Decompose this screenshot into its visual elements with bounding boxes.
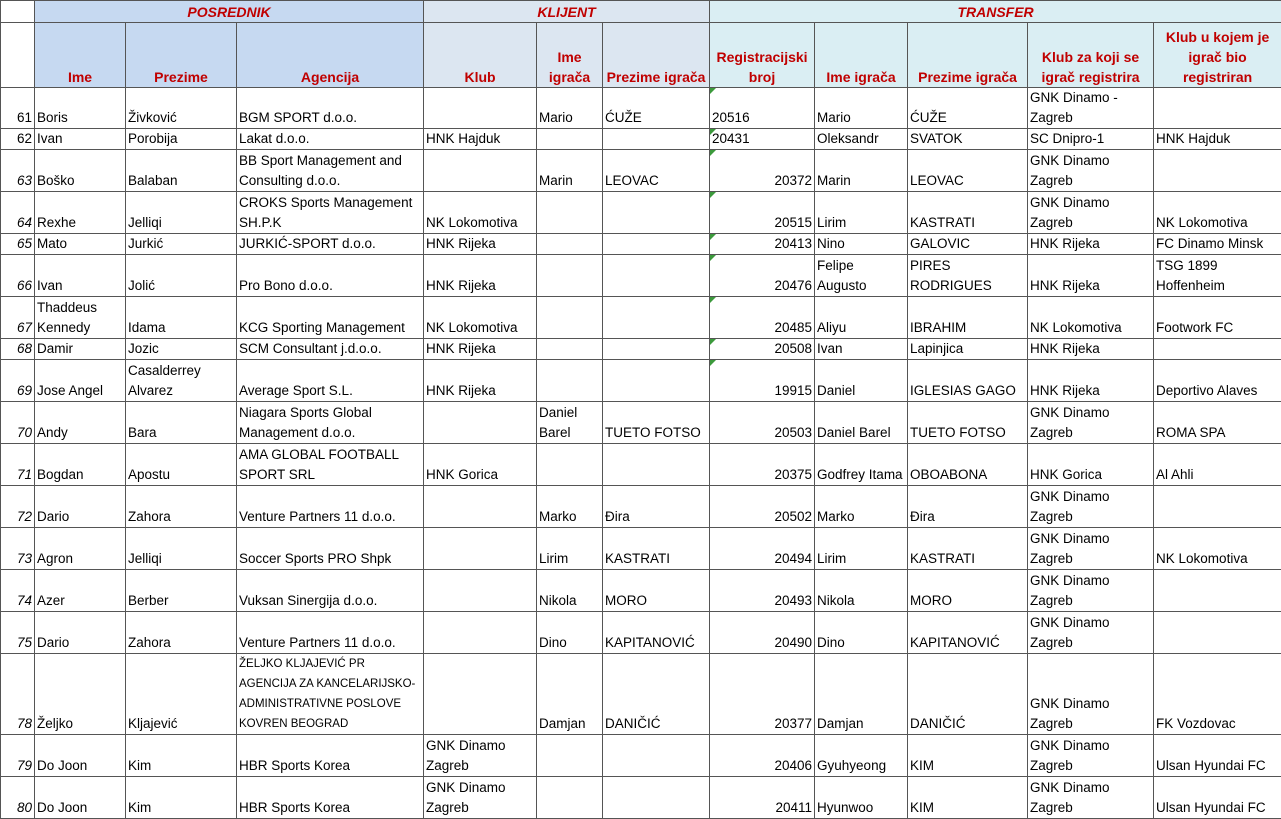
cell-transfer-ime-igraca[interactable]: Ivan (815, 339, 908, 360)
cell-klub-u-kojem[interactable]: Al Ahli (1154, 444, 1281, 486)
cell-klijent-prezime-igraca[interactable] (603, 777, 710, 819)
cell-registracijski-broj[interactable]: 20485 (710, 297, 815, 339)
cell-transfer-prezime-igraca[interactable]: TUETO FOTSO (908, 402, 1028, 444)
row-number-cell[interactable]: 62 (1, 129, 35, 150)
cell-ime[interactable]: Bogdan (35, 444, 126, 486)
cell-klub-za-koji[interactable]: HNK Gorica (1028, 444, 1154, 486)
cell-prezime[interactable]: Berber (126, 570, 237, 612)
cell-klijent-prezime-igraca[interactable] (603, 297, 710, 339)
table-row (1, 528, 1281, 570)
cell-klub[interactable] (424, 402, 537, 444)
cell-klub[interactable] (424, 528, 537, 570)
cell-registracijski-broj[interactable]: 20476 (710, 255, 815, 297)
cell-transfer-ime-igraca[interactable]: Nikola (815, 570, 908, 612)
cell-transfer-prezime-igraca[interactable]: SVATOK (908, 129, 1028, 150)
cell-klijent-prezime-igraca[interactable]: LEOVAC (603, 150, 710, 192)
cell-klijent-ime-igraca[interactable]: Dino (537, 612, 603, 654)
cell-registracijski-broj[interactable]: 20375 (710, 444, 815, 486)
cell-transfer-ime-igraca[interactable]: Mario (815, 88, 908, 129)
cell-klijent-prezime-igraca[interactable] (603, 255, 710, 297)
cell-registracijski-broj[interactable]: 19915 (710, 360, 815, 402)
cell-klub[interactable]: GNK Dinamo Zagreb (424, 735, 537, 777)
cell-ime[interactable]: Boris (35, 88, 126, 129)
cell-ime[interactable]: Boško (35, 150, 126, 192)
cell-registracijski-broj[interactable]: 20406 (710, 735, 815, 777)
cell-klub[interactable] (424, 88, 537, 129)
row-number-cell[interactable]: 74 (1, 570, 35, 612)
header-transfer-prezime-igraca[interactable]: Prezime igrača (908, 23, 1028, 88)
row-number-cell[interactable]: 75 (1, 612, 35, 654)
cell-klijent-prezime-igraca[interactable]: DANIČIĆ (603, 654, 710, 735)
cell-klub-u-kojem[interactable] (1154, 486, 1281, 528)
cell-agencija[interactable]: Vuksan Sinergija d.o.o. (237, 570, 424, 612)
cell-klub[interactable] (424, 612, 537, 654)
cell-klijent-prezime-igraca[interactable]: TUETO FOTSO (603, 402, 710, 444)
table-row (1, 255, 1281, 297)
cell-klub-za-koji[interactable]: HNK Rijeka (1028, 339, 1154, 360)
cell-transfer-ime-igraca[interactable]: Lirim (815, 528, 908, 570)
cell-klub-u-kojem[interactable] (1154, 570, 1281, 612)
row-number-cell[interactable]: 79 (1, 735, 35, 777)
cell-registracijski-broj[interactable]: 20413 (710, 234, 815, 255)
cell-transfer-prezime-igraca[interactable]: PIRES RODRIGUES (908, 255, 1028, 297)
cell-prezime[interactable]: Jozic (126, 339, 237, 360)
cell-klijent-ime-igraca[interactable] (537, 339, 603, 360)
table-row (1, 129, 1281, 150)
cell-klub-za-koji[interactable]: NK Lokomotiva (1028, 297, 1154, 339)
cell-klijent-ime-igraca[interactable]: Damjan (537, 654, 603, 735)
cell-klub[interactable]: NK Lokomotiva (424, 297, 537, 339)
cell-prezime[interactable]: Casalderrey Alvarez (126, 360, 237, 402)
cell-klub[interactable] (424, 486, 537, 528)
cell-transfer-prezime-igraca[interactable]: KIM (908, 777, 1028, 819)
cell-prezime[interactable]: Idama (126, 297, 237, 339)
cell-klub-za-koji[interactable]: GNK Dinamo Zagreb (1028, 192, 1154, 234)
cell-klub-za-koji[interactable]: HNK Rijeka (1028, 360, 1154, 402)
cell-ime[interactable]: Rexhe (35, 192, 126, 234)
cell-klijent-prezime-igraca[interactable] (603, 444, 710, 486)
cell-transfer-ime-igraca[interactable]: Felipe Augusto (815, 255, 908, 297)
cell-transfer-ime-igraca[interactable]: Hyunwoo (815, 777, 908, 819)
cell-klijent-ime-igraca[interactable]: Marko (537, 486, 603, 528)
cell-prezime[interactable]: Kim (126, 735, 237, 777)
cell-klub-za-koji[interactable]: GNK Dinamo Zagreb (1028, 150, 1154, 192)
header-text: igrača (549, 69, 590, 85)
cell-ime[interactable]: Agron (35, 528, 126, 570)
cell-prezime[interactable]: Porobija (126, 129, 237, 150)
cell-klijent-ime-igraca[interactable] (537, 360, 603, 402)
cell-transfer-prezime-igraca[interactable]: KASTRATI (908, 528, 1028, 570)
cell-ime[interactable]: Ivan (35, 129, 126, 150)
cell-transfer-prezime-igraca[interactable]: Lapinjica (908, 339, 1028, 360)
cell-prezime[interactable]: Kim (126, 777, 237, 819)
column-header-row (1, 23, 1281, 88)
cell-klijent-ime-igraca[interactable] (537, 255, 603, 297)
cell-klub-za-koji[interactable]: HNK Rijeka (1028, 234, 1154, 255)
cell-transfer-prezime-igraca[interactable]: ĆUŽE (908, 88, 1028, 129)
row-number-cell[interactable]: 72 (1, 486, 35, 528)
cell-transfer-prezime-igraca[interactable]: KIM (908, 735, 1028, 777)
corner-cell[interactable] (1, 23, 35, 88)
cell-ime[interactable]: Dario (35, 486, 126, 528)
header-text: registriran (1183, 69, 1252, 85)
cell-klijent-ime-igraca[interactable] (537, 192, 603, 234)
cell-klijent-ime-igraca[interactable] (537, 129, 603, 150)
header-registracijski-broj[interactable] (710, 23, 815, 88)
cell-klub-u-kojem[interactable] (1154, 339, 1281, 360)
cell-ime[interactable]: Do Joon (35, 777, 126, 819)
row-number-cell[interactable]: 71 (1, 444, 35, 486)
cell-klub[interactable] (424, 654, 537, 735)
cell-klub[interactable] (424, 150, 537, 192)
cell-klub-u-kojem[interactable]: Footwork FC (1154, 297, 1281, 339)
cell-klijent-ime-igraca[interactable] (537, 735, 603, 777)
cell-klijent-prezime-igraca[interactable]: ĆUŽE (603, 88, 710, 129)
cell-agencija[interactable]: SCM Consultant j.d.o.o. (237, 339, 424, 360)
cell-prezime[interactable]: Jurkić (126, 234, 237, 255)
row-number-cell[interactable]: 70 (1, 402, 35, 444)
cell-transfer-prezime-igraca[interactable]: IBRAHIM (908, 297, 1028, 339)
header-prezime-igraca[interactable]: Prezime igrača (603, 23, 710, 88)
cell-klub-u-kojem[interactable]: Ulsan Hyundai FC (1154, 735, 1281, 777)
cell-ime[interactable]: Mato (35, 234, 126, 255)
table-row (1, 150, 1281, 192)
row-number-cell[interactable]: 61 (1, 88, 35, 129)
cell-klijent-ime-igraca[interactable]: Nikola (537, 570, 603, 612)
cell-registracijski-broj[interactable]: 20372 (710, 150, 815, 192)
cell-transfer-prezime-igraca[interactable]: Đira (908, 486, 1028, 528)
cell-klijent-ime-igraca[interactable] (537, 297, 603, 339)
group-posrednik[interactable]: POSREDNIK (35, 1, 424, 23)
cell-klijent-prezime-igraca[interactable] (603, 129, 710, 150)
table-row (1, 570, 1281, 612)
cell-agencija[interactable]: Venture Partners 11 d.o.o. (237, 612, 424, 654)
row-number-cell[interactable]: 69 (1, 360, 35, 402)
header-klub-za-koji[interactable] (1028, 23, 1154, 88)
cell-klijent-prezime-igraca[interactable]: KAPITANOVIĆ (603, 612, 710, 654)
header-text: igrač registrira (1042, 69, 1140, 85)
header-text: Klub za koji se (1042, 49, 1139, 65)
cell-agencija[interactable]: HBR Sports Korea (237, 735, 424, 777)
cell-agencija[interactable]: HBR Sports Korea (237, 777, 424, 819)
cell-transfer-ime-igraca[interactable]: Lirim (815, 192, 908, 234)
cell-klijent-prezime-igraca[interactable] (603, 234, 710, 255)
header-text: Registracijski (717, 49, 808, 65)
cell-klub[interactable]: NK Lokomotiva (424, 192, 537, 234)
cell-registracijski-broj[interactable]: 20508 (710, 339, 815, 360)
cell-klub-u-kojem[interactable] (1154, 88, 1281, 129)
cell-transfer-ime-igraca[interactable]: Oleksandr (815, 129, 908, 150)
cell-klub-za-koji[interactable]: GNK Dinamo - Zagreb (1028, 88, 1154, 129)
cell-transfer-ime-igraca[interactable]: Gyuhyeong (815, 735, 908, 777)
cell-registracijski-broj[interactable]: 20493 (710, 570, 815, 612)
row-number-cell[interactable]: 78 (1, 654, 35, 735)
table-row (1, 486, 1281, 528)
cell-prezime[interactable]: Kljajević (126, 654, 237, 735)
cell-agencija[interactable]: BGM SPORT d.o.o. (237, 88, 424, 129)
cell-registracijski-broj[interactable]: 20377 (710, 654, 815, 735)
cell-klub[interactable]: HNK Rijeka (424, 234, 537, 255)
group-klijent[interactable]: KLIJENT (424, 1, 710, 23)
cell-ime[interactable]: Andy (35, 402, 126, 444)
cell-agencija[interactable]: Lakat d.o.o. (237, 129, 424, 150)
cell-klub-za-koji[interactable]: GNK Dinamo Zagreb (1028, 735, 1154, 777)
table-row (1, 654, 1281, 735)
cell-klijent-ime-igraca[interactable]: Daniel Barel (537, 402, 603, 444)
cell-prezime[interactable]: Zahora (126, 486, 237, 528)
cell-klub-za-koji[interactable]: GNK Dinamo Zagreb (1028, 528, 1154, 570)
cell-agencija[interactable]: Soccer Sports PRO Shpk (237, 528, 424, 570)
row-number-cell[interactable]: 65 (1, 234, 35, 255)
cell-registracijski-broj[interactable]: 20502 (710, 486, 815, 528)
cell-klub-za-koji[interactable]: GNK Dinamo Zagreb (1028, 570, 1154, 612)
cell-prezime[interactable]: Bara (126, 402, 237, 444)
table-row (1, 444, 1281, 486)
cell-transfer-ime-igraca[interactable]: Damjan (815, 654, 908, 735)
table-row (1, 88, 1281, 129)
table-row (1, 402, 1281, 444)
header-agencija[interactable]: Agencija (237, 23, 424, 88)
cell-prezime[interactable]: Balaban (126, 150, 237, 192)
header-ime-igraca[interactable] (537, 23, 603, 88)
cell-transfer-ime-igraca[interactable]: Daniel Barel (815, 402, 908, 444)
cell-registracijski-broj[interactable]: 20503 (710, 402, 815, 444)
cell-klub-za-koji[interactable]: HNK Rijeka (1028, 255, 1154, 297)
cell-klub[interactable]: HNK Rijeka (424, 255, 537, 297)
cell-agencija[interactable]: AMA GLOBAL FOOTBALL SPORT SRL (237, 444, 424, 486)
cell-klub-u-kojem[interactable]: ROMA SPA (1154, 402, 1281, 444)
cell-transfer-prezime-igraca[interactable]: MORO (908, 570, 1028, 612)
cell-prezime[interactable]: Jelliqi (126, 528, 237, 570)
cell-transfer-ime-igraca[interactable]: Nino (815, 234, 908, 255)
cell-prezime[interactable]: Živković (126, 88, 237, 129)
row-number-cell[interactable]: 63 (1, 150, 35, 192)
cell-klijent-ime-igraca[interactable] (537, 234, 603, 255)
cell-klub-u-kojem[interactable] (1154, 150, 1281, 192)
cell-transfer-prezime-igraca[interactable]: GALOVIC (908, 234, 1028, 255)
cell-ime[interactable]: Damir (35, 339, 126, 360)
cell-prezime[interactable]: Zahora (126, 612, 237, 654)
cell-prezime[interactable]: Jelliqi (126, 192, 237, 234)
header-transfer-ime-igraca[interactable]: Ime igrača (815, 23, 908, 88)
cell-transfer-ime-igraca[interactable]: Dino (815, 612, 908, 654)
cell-klub[interactable]: HNK Gorica (424, 444, 537, 486)
cell-registracijski-broj[interactable]: 20515 (710, 192, 815, 234)
cell-klub-za-koji[interactable]: GNK Dinamo Zagreb (1028, 612, 1154, 654)
cell-klijent-ime-igraca[interactable] (537, 777, 603, 819)
cell-ime[interactable]: Željko (35, 654, 126, 735)
cell-klub[interactable] (424, 570, 537, 612)
cell-klijent-ime-igraca[interactable]: Mario (537, 88, 603, 129)
cell-klub-u-kojem[interactable]: NK Lokomotiva (1154, 192, 1281, 234)
row-number-cell[interactable]: 80 (1, 777, 35, 819)
cell-registracijski-broj[interactable]: 20490 (710, 612, 815, 654)
cell-klub-u-kojem[interactable]: TSG 1899 Hoffenheim (1154, 255, 1281, 297)
cell-klub-u-kojem[interactable] (1154, 612, 1281, 654)
cell-agencija[interactable]: ŽELJKO KLJAJEVIĆ PR AGENCIJA ZA KANCELARIJSKO-ADMINISTRATIVNE POSLOVE KOVREN BEOGRAD (237, 654, 424, 735)
cell-ime[interactable]: Do Joon (35, 735, 126, 777)
cell-transfer-ime-igraca[interactable]: Godfrey Itama (815, 444, 908, 486)
cell-agencija[interactable]: Average Sport S.L. (237, 360, 424, 402)
cell-transfer-ime-igraca[interactable]: Marin (815, 150, 908, 192)
header-prezime[interactable]: Prezime (126, 23, 237, 88)
cell-ime[interactable]: Thaddeus Kennedy (35, 297, 126, 339)
cell-klub-u-kojem[interactable]: Deportivo Alaves (1154, 360, 1281, 402)
header-text: igrač bio (1188, 49, 1246, 65)
row-number-cell[interactable]: 73 (1, 528, 35, 570)
cell-ime[interactable]: Azer (35, 570, 126, 612)
cell-klub-za-koji[interactable]: SC Dnipro-1 (1028, 129, 1154, 150)
row-number-cell[interactable]: 68 (1, 339, 35, 360)
table-row (1, 777, 1281, 819)
header-text: Ime (557, 49, 581, 65)
cell-transfer-ime-igraca[interactable]: Marko (815, 486, 908, 528)
cell-transfer-prezime-igraca[interactable]: KASTRATI (908, 192, 1028, 234)
cell-transfer-ime-igraca[interactable]: Aliyu (815, 297, 908, 339)
table-row (1, 234, 1281, 255)
cell-klub[interactable]: HNK Hajduk (424, 129, 537, 150)
header-ime[interactable]: Ime (35, 23, 126, 88)
cell-klijent-prezime-igraca[interactable] (603, 735, 710, 777)
cell-klub-u-kojem[interactable]: NK Lokomotiva (1154, 528, 1281, 570)
table-row (1, 735, 1281, 777)
cell-klub-za-koji[interactable]: GNK Dinamo Zagreb (1028, 654, 1154, 735)
cell-transfer-prezime-igraca[interactable]: LEOVAC (908, 150, 1028, 192)
cell-agencija[interactable]: Venture Partners 11 d.o.o. (237, 486, 424, 528)
cell-klub-u-kojem[interactable]: FK Vozdovac (1154, 654, 1281, 735)
cell-prezime[interactable]: Jolić (126, 255, 237, 297)
header-klub-u-kojem[interactable] (1154, 23, 1281, 88)
cell-registracijski-broj[interactable]: 20494 (710, 528, 815, 570)
cell-klijent-prezime-igraca[interactable]: KASTRATI (603, 528, 710, 570)
cell-registracijski-broj[interactable]: 20411 (710, 777, 815, 819)
cell-agencija[interactable]: Niagara Sports Global Management d.o.o. (237, 402, 424, 444)
cell-agencija[interactable]: JURKIĆ-SPORT d.o.o. (237, 234, 424, 255)
row-number-cell[interactable]: 64 (1, 192, 35, 234)
cell-klijent-prezime-igraca[interactable]: MORO (603, 570, 710, 612)
cell-klub-za-koji[interactable]: GNK Dinamo Zagreb (1028, 486, 1154, 528)
table-row (1, 612, 1281, 654)
cell-registracijski-broj[interactable]: 20431 (710, 129, 815, 150)
cell-transfer-prezime-igraca[interactable]: DANIČIĆ (908, 654, 1028, 735)
cell-klub-u-kojem[interactable]: HNK Hajduk (1154, 129, 1281, 150)
cell-klijent-ime-igraca[interactable]: Marin (537, 150, 603, 192)
cell-klijent-prezime-igraca[interactable] (603, 339, 710, 360)
cell-klub-u-kojem[interactable]: FC Dinamo Minsk (1154, 234, 1281, 255)
cell-ime[interactable]: Ivan (35, 255, 126, 297)
cell-transfer-prezime-igraca[interactable]: KAPITANOVIĆ (908, 612, 1028, 654)
cell-klub-za-koji[interactable]: GNK Dinamo Zagreb (1028, 402, 1154, 444)
cell-klijent-prezime-igraca[interactable] (603, 360, 710, 402)
cell-klijent-ime-igraca[interactable]: Lirim (537, 528, 603, 570)
cell-ime[interactable]: Dario (35, 612, 126, 654)
cell-transfer-ime-igraca[interactable]: Daniel (815, 360, 908, 402)
cell-klub-za-koji[interactable]: GNK Dinamo Zagreb (1028, 777, 1154, 819)
row-number-cell[interactable]: 66 (1, 255, 35, 297)
table-row (1, 192, 1281, 234)
cell-transfer-prezime-igraca[interactable]: IGLESIAS GAGO (908, 360, 1028, 402)
table-row (1, 360, 1281, 402)
cell-agencija[interactable]: KCG Sporting Management (237, 297, 424, 339)
cell-agencija[interactable]: CROKS Sports Management SH.P.K (237, 192, 424, 234)
cell-klijent-prezime-igraca[interactable] (603, 192, 710, 234)
header-text: Klub u kojem je (1166, 29, 1269, 45)
header-text: broj (749, 69, 775, 85)
group-transfer[interactable]: TRANSFER (710, 1, 1281, 23)
cell-klub[interactable]: HNK Rijeka (424, 339, 537, 360)
cell-registracijski-broj[interactable]: 20516 (710, 88, 815, 129)
cell-agencija[interactable]: BB Sport Management and Consulting d.o.o. (237, 150, 424, 192)
cell-klub[interactable]: HNK Rijeka (424, 360, 537, 402)
table-row (1, 297, 1281, 339)
cell-ime[interactable]: Jose Angel (35, 360, 126, 402)
corner-cell[interactable] (1, 1, 35, 23)
cell-agencija[interactable]: Pro Bono d.o.o. (237, 255, 424, 297)
cell-klijent-prezime-igraca[interactable]: Đira (603, 486, 710, 528)
cell-klijent-ime-igraca[interactable] (537, 444, 603, 486)
cell-prezime[interactable]: Apostu (126, 444, 237, 486)
table-row (1, 339, 1281, 360)
cell-klub[interactable]: GNK Dinamo Zagreb (424, 777, 537, 819)
cell-klub-u-kojem[interactable]: Ulsan Hyundai FC (1154, 777, 1281, 819)
header-klub[interactable]: Klub (424, 23, 537, 88)
cell-transfer-prezime-igraca[interactable]: OBOABONA (908, 444, 1028, 486)
row-number-cell[interactable]: 67 (1, 297, 35, 339)
group-header-row (1, 1, 1281, 23)
